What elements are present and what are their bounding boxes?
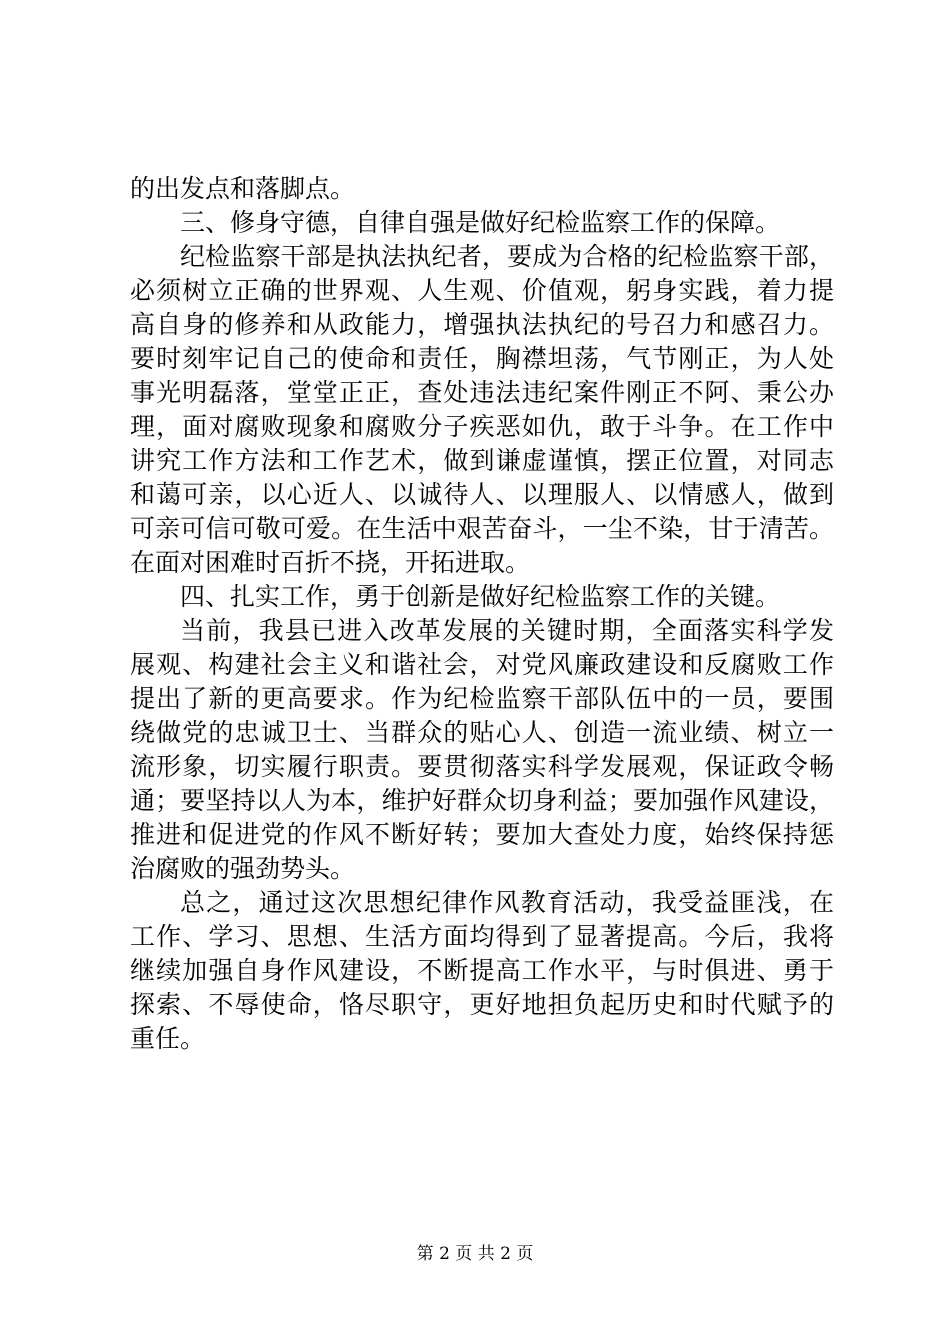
text-line: 继续加强自身作风建设，不断提高工作水平，与时俱进、勇于 [130,956,834,985]
text-line: 在面对困难时百折不挠，开拓进取。 [130,548,531,577]
text-line: 必须树立正确的世界观、人生观、价值观，躬身实践，着力提 [130,276,834,305]
text-line: 理，面对腐败现象和腐败分子疾恶如仇，敢于斗争。在工作中 [130,412,834,441]
text-line: 展观、构建社会主义和谐社会，对党风廉政建设和反腐败工作 [130,650,834,679]
text-line: 探索、不辱使命，恪尽职守，更好地担负起历史和时代赋予的 [130,990,834,1019]
text-line: 和蔼可亲，以心近人、以诚待人、以理服人、以情感人，做到 [130,480,834,509]
text-line: 的出发点和落脚点。 [130,174,356,203]
text-line: 提出了新的更高要求。作为纪检监察干部队伍中的一员，要围 [130,684,834,713]
text-line: 绕做党的忠诚卫士、当群众的贴心人、创造一流业绩、树立一 [130,718,834,747]
text-line: 治腐败的强劲势头。 [130,854,356,883]
text-line: 高自身的修养和从政能力，增强执法执纪的号召力和感召力。 [130,310,834,339]
text-line: 当前，我县已进入改革发展的关键时期，全面落实科学发 [180,616,834,645]
text-line: 可亲可信可敬可爱。在生活中艰苦奋斗，一尘不染，甘于清苦。 [130,514,834,543]
text-line: 讲究工作方法和工作艺术，做到谦虚谨慎，摆正位置，对同志 [130,446,834,475]
text-line: 通；要坚持以人为本，维护好群众切身利益；要加强作风建设， [130,786,834,815]
text-line: 事光明磊落，堂堂正正，查处违法违纪案件刚正不阿、秉公办 [130,378,834,407]
text-line: 四、扎实工作，勇于创新是做好纪检监察工作的关键。 [180,582,781,611]
text-line: 推进和促进党的作风不断好转；要加大查处力度，始终保持惩 [130,820,834,849]
text-line: 流形象，切实履行职责。要贯彻落实科学发展观，保证政令畅 [130,752,834,781]
body-text [130,172,834,1056]
text-line: 工作、学习、思想、生活方面均得到了显著提高。今后，我将 [130,922,834,951]
text-line: 重任。 [130,1024,206,1053]
page-footer: 第 2 页 共 2 页 [416,1244,534,1264]
text-line: 要时刻牢记自己的使命和责任，胸襟坦荡，气节刚正，为人处 [130,344,834,373]
text-line: 总之，通过这次思想纪律作风教育活动，我受益匪浅，在 [180,888,834,917]
text-line: 三、修身守德，自律自强是做好纪检监察工作的保障。 [180,208,781,237]
text-line: 纪检监察干部是执法执纪者，要成为合格的纪检监察干部， [180,242,834,271]
